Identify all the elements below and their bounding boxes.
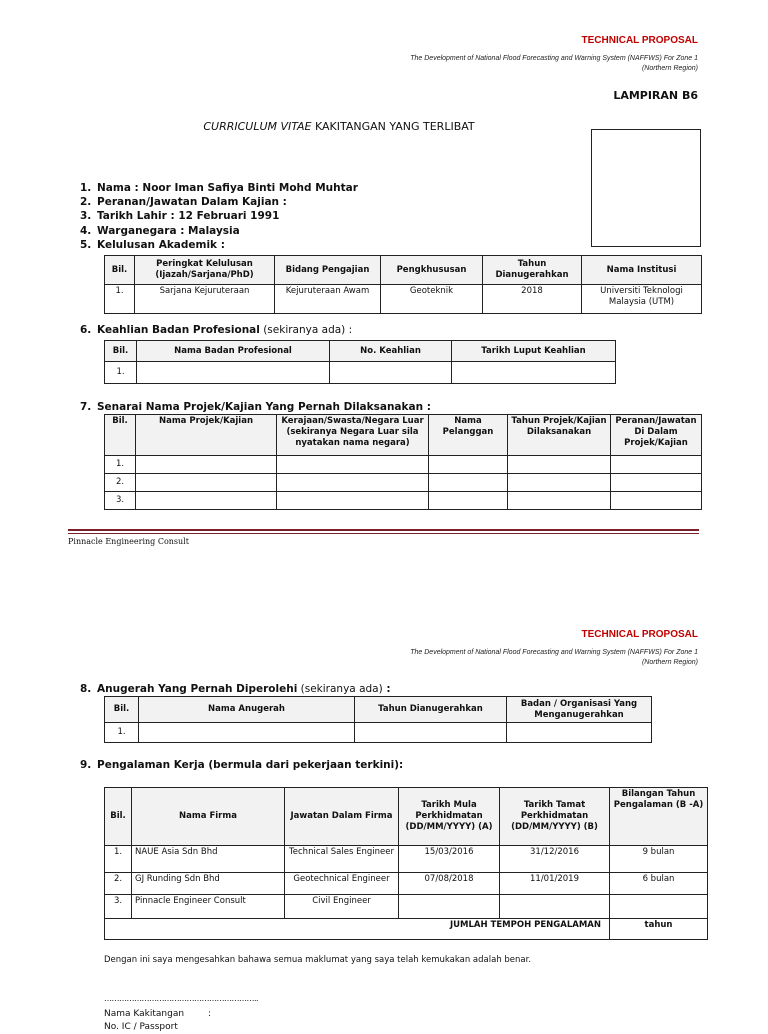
project-subtitle bbox=[278, 54, 698, 74]
section-8-heading: 8. Anugerah Yang Pernah Diperolehi (sekiranya ada) : bbox=[80, 683, 391, 695]
section-6-heading: 6. Keahlian Badan Profesional (sekiranya ada) : bbox=[80, 324, 353, 336]
experience-table bbox=[104, 787, 708, 940]
table-row: 1. bbox=[105, 362, 616, 384]
col-pengkhususan: Pengkhususan bbox=[381, 256, 483, 285]
project-subtitle-2-line1: The Development of National Flood Forecasting and Warning System (NAFFWS) For Zone 1 bbox=[410, 649, 698, 656]
academic-table bbox=[104, 255, 702, 314]
projects-table bbox=[104, 414, 702, 510]
table-row: 3. bbox=[105, 492, 702, 510]
col-peringkat: Peringkat Kelulusan (Ijazah/Sarjana/PhD) bbox=[135, 256, 275, 285]
footer-divider bbox=[68, 529, 699, 531]
table-row: 2. GJ Runding Sdn Bhd Geotechnical Engineer 07/08/2018 11/01/2019 6 bulan bbox=[105, 873, 708, 895]
total-value: tahun bbox=[610, 919, 708, 940]
table-header-row: Bil. Nama Anugerah Tahun Dianugerahkan Badan / Organisasi Yang Menganugerahkan bbox=[105, 697, 652, 723]
table-row: 1. Sarjana Kejuruteraan Kejuruteraan Awam Geoteknik 2018 Universiti Teknologi Malaysia (UTM) bbox=[105, 285, 702, 314]
footer-company: Pinnacle Engineering Consult bbox=[68, 537, 189, 546]
table-header-row: Bil. Nama Firma Jawatan Dalam Firma Tarikh Mula Perkhidmatan (DD/MM/YYYY) (A) Tarikh Tamat Perkhidmatan (DD/MM/YYYY) (B) Bilangan Tahun Pengalaman (B -A) bbox=[105, 788, 708, 846]
signature-line: …………………………………………………….. bbox=[104, 994, 259, 1003]
title-rest: KAKITANGAN YANG TERLIBAT bbox=[311, 120, 475, 133]
awards-table bbox=[104, 696, 652, 743]
personal-item-1: 1. Nama : Noor Iman Safiya Binti Mohd Muhtar bbox=[80, 182, 358, 194]
signature-ic-row: No. IC / Passport bbox=[104, 1022, 178, 1032]
project-subtitle-2 bbox=[278, 648, 698, 668]
footer-divider-thin bbox=[68, 533, 699, 534]
personal-item-2: 2. Peranan/Jawatan Dalam Kajian : bbox=[80, 196, 287, 208]
table-header-row: Bil. Nama Projek/Kajian Kerajaan/Swasta/Negara Luar (sekiranya Negara Luar sila nyatakan nama negara) Nama Pelanggan Tahun Projek/Kajian Dilaksanakan Peranan/Jawatan Di Dalam Projek/Kajian bbox=[105, 415, 702, 456]
professional-table bbox=[104, 340, 616, 384]
section-7-heading: 7. Senarai Nama Projek/Kajian Yang Pernah Dilaksanakan : bbox=[80, 401, 431, 413]
signature-colon: : bbox=[208, 1009, 212, 1019]
total-label: JUMLAH TEMPOH PENGALAMAN bbox=[105, 919, 610, 940]
project-subtitle-line1: The Development of National Flood Forecasting and Warning System (NAFFWS) For Zone 1 bbox=[410, 55, 698, 62]
project-subtitle-line2: (Northern Region) bbox=[641, 65, 698, 72]
total-row bbox=[105, 919, 708, 940]
col-institusi: Nama Institusi bbox=[582, 256, 702, 285]
col-bidang: Bidang Pengajian bbox=[275, 256, 381, 285]
table-row: 3. Pinnacle Engineer Consult Civil Engineer bbox=[105, 895, 708, 919]
technical-proposal-heading-2: TECHNICAL PROPOSAL bbox=[581, 629, 698, 640]
personal-item-4: 4. Warganegara : Malaysia bbox=[80, 225, 240, 237]
personal-item-3: 3. Tarikh Lahir : 12 Februari 1991 bbox=[80, 210, 280, 222]
table-header-row: Bil. Nama Badan Profesional No. Keahlian Tarikh Luput Keahlian bbox=[105, 341, 616, 362]
table-row: 2. bbox=[105, 474, 702, 492]
table-header-row bbox=[105, 256, 702, 285]
declaration-text: Dengan ini saya mengesahkan bahawa semua maklumat yang saya telah kemukakan adalah benar. bbox=[104, 955, 532, 965]
table-row: 1. NAUE Asia Sdn Bhd Technical Sales Engineer 15/03/2016 31/12/2016 9 bulan bbox=[105, 846, 708, 873]
lampiran-label: LAMPIRAN B6 bbox=[613, 89, 698, 102]
project-subtitle-2-line2: (Northern Region) bbox=[641, 659, 698, 666]
table-row: 1. bbox=[105, 456, 702, 474]
signature-name-label: Nama Kakitangan bbox=[104, 1009, 185, 1019]
section-9-heading: 9. Pengalaman Kerja (bermula dari pekerjaan terkini): bbox=[80, 759, 404, 771]
table-row: 1. bbox=[105, 723, 652, 743]
title-italic: CURRICULUM VITAE bbox=[203, 120, 312, 133]
col-tahun: Tahun Dianugerahkan bbox=[483, 256, 582, 285]
signature-block bbox=[104, 1008, 211, 1034]
technical-proposal-heading: TECHNICAL PROPOSAL bbox=[581, 35, 698, 46]
photo-box bbox=[591, 129, 701, 247]
signature-name-row bbox=[104, 1008, 211, 1021]
col-bil: Bil. bbox=[105, 256, 135, 285]
personal-item-5: 5. Kelulusan Akademik : bbox=[80, 239, 225, 251]
